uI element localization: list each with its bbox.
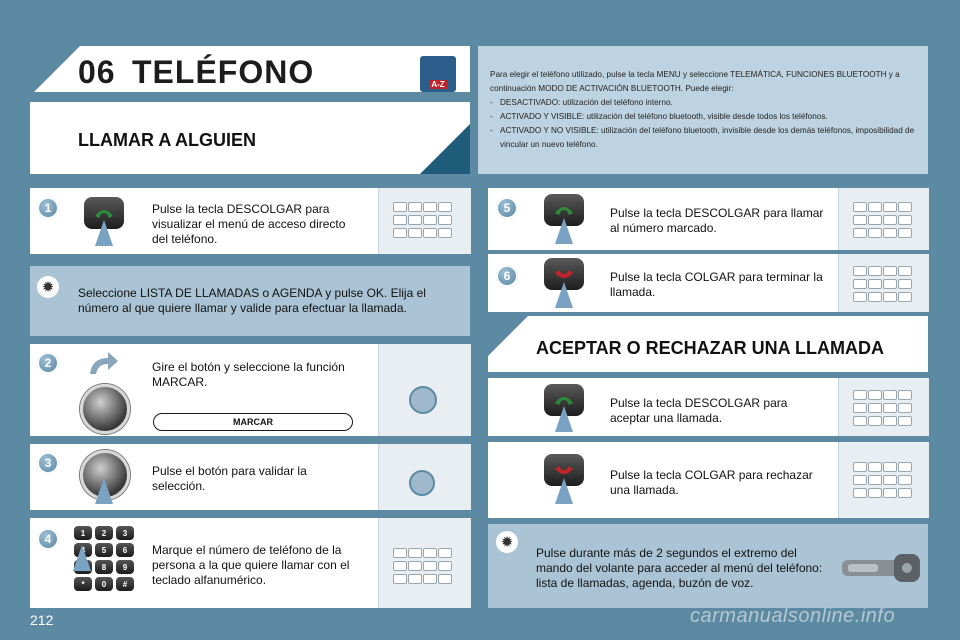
- az-book-icon: [420, 56, 456, 92]
- rotate-arrow-icon: [86, 350, 120, 376]
- press-finger-icon: [555, 282, 573, 308]
- phone-keypad-panel-icon: [838, 442, 929, 518]
- keypad-key: 9: [116, 560, 134, 574]
- step-4-badge: 4: [37, 528, 59, 550]
- accept-title: ACEPTAR O RECHAZAR UNA LLAMADA: [536, 338, 884, 358]
- keypad-key: *: [74, 577, 92, 591]
- accept-text: Pulse la tecla DESCOLGAR para aceptar una llamada.: [610, 396, 788, 425]
- phone-keypad-panel-icon: [838, 254, 929, 312]
- keypad-key: 3: [116, 526, 134, 540]
- reject-text: Pulse la tecla COLGAR para rechazar una llamada.: [610, 468, 813, 497]
- info-options: [490, 96, 920, 152]
- rotary-panel-icon: [378, 344, 471, 436]
- section-title: LLAMAR A ALGUIEN: [78, 130, 256, 150]
- keypad-key: #: [116, 577, 134, 591]
- tip-sun-icon: ✹: [37, 276, 59, 298]
- rotary-knob-icon: [80, 384, 130, 434]
- press-finger-icon: [95, 220, 113, 246]
- info-option: - DESACTIVADO: utilización del teléfono interno.: [490, 96, 920, 110]
- info-box: [478, 46, 928, 174]
- keypad-key: 6: [116, 543, 134, 557]
- step-6-badge: 6: [496, 265, 518, 287]
- rotary-panel-icon: [378, 444, 471, 510]
- info-option: - ACTIVADO Y NO VISIBLE: utilización del teléfono bluetooth, invisible desde los demás teléfonos, imposibilidad de vincular un nuevo teléfono.: [490, 124, 920, 152]
- step-2-text: Gire el botón y seleccione la función MARCAR.: [152, 360, 345, 389]
- tip-2-text: Pulse durante más de 2 segundos el extremo del mando del volante para acceder al menú del teléfono: lista de llamadas, agenda, buzón de voz.: [536, 546, 823, 590]
- keypad-key: 4: [74, 543, 92, 557]
- tip-sun-icon: ✹: [496, 531, 518, 553]
- press-finger-icon: [555, 218, 573, 244]
- accept-header-corner: [488, 316, 528, 356]
- header-corner-triangle: [420, 124, 470, 174]
- keypad-key: 8: [95, 560, 113, 574]
- keypad-key: 1: [74, 526, 92, 540]
- az-label: A-Z: [431, 80, 445, 89]
- step-1-badge: 1: [37, 197, 59, 219]
- press-finger-icon: [555, 478, 573, 504]
- step-5-badge: 5: [496, 197, 518, 219]
- info-text: [490, 68, 920, 152]
- keypad-key: 0: [95, 577, 113, 591]
- keypad-key: 2: [95, 526, 113, 540]
- press-finger-icon: [555, 406, 573, 432]
- step-6-text: Pulse la tecla COLGAR para terminar la llamada.: [610, 270, 823, 299]
- info-intro: Para elegir el teléfono utilizado, pulse la tecla MENU y seleccione TELEMÁTICA, FUNCIONES BLUETOOTH y a continuación MODO DE ACTIVACIÓN BLUETOOTH. Puede elegir:: [490, 70, 900, 93]
- keypad-panel-icon: [378, 518, 471, 608]
- steering-stalk-icon: [838, 530, 924, 602]
- step-1-text: Pulse la tecla DESCOLGAR para visualizar el menú de acceso directo del teléfono.: [152, 202, 346, 246]
- step-3-badge: 3: [37, 452, 59, 474]
- phone-keypad-panel-icon: [838, 378, 929, 436]
- keypad-key: 5: [95, 543, 113, 557]
- step-3-text: Pulse el botón para validar la selección.: [152, 464, 307, 493]
- phone-keypad-panel-icon: [838, 188, 929, 250]
- watermark: carmanualsonline.info: [690, 605, 896, 627]
- header-stripe: [30, 92, 470, 102]
- press-finger-icon: [73, 545, 91, 571]
- page-number: 212: [30, 612, 54, 628]
- phone-keypad-panel-icon: [378, 188, 471, 254]
- step-2-badge: 2: [37, 352, 59, 374]
- tip-1-text: Seleccione LISTA DE LLAMADAS o AGENDA y pulse OK. Elija el número al que quiere llamar y valide para efectuar la llamada.: [78, 286, 426, 315]
- header-corner-cut: [30, 46, 80, 96]
- press-finger-icon: [95, 478, 113, 504]
- chapter-number: 06: [78, 54, 116, 90]
- step-5-text: Pulse la tecla DESCOLGAR para llamar al número marcado.: [610, 206, 824, 235]
- step-4-text: Marque el número de teléfono de la persona a la que quiere llamar con el teclado alfanumérico.: [152, 543, 350, 587]
- chapter-title: TELÉFONO: [132, 54, 315, 90]
- keypad-key: 7: [74, 560, 92, 574]
- info-option: - ACTIVADO Y VISIBLE: utilización del teléfono bluetooth, visible desde todos los teléfonos.: [490, 110, 920, 124]
- marcar-pill: MARCAR: [153, 413, 353, 431]
